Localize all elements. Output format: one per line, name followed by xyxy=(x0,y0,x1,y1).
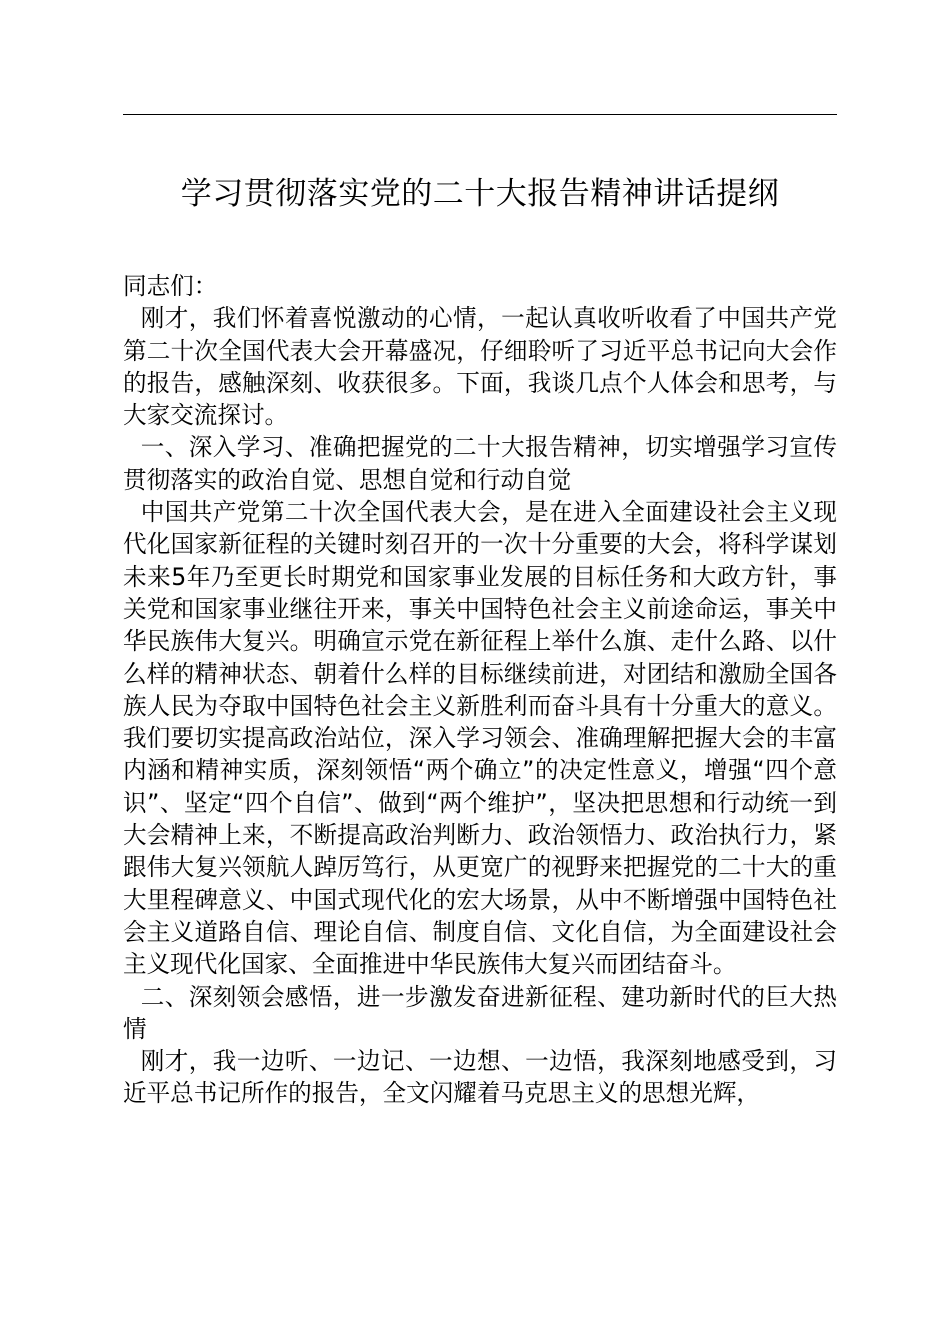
section-heading-1: 一、深入学习、准确把握党的二十大报告精神，切实增强学习宣传贯彻落实的政治自觉、思想自觉和行动自觉 xyxy=(123,433,837,494)
paragraph-section-1: 中国共产党第二十次全国代表大会，是在进入全面建设社会主义现代化国家新征程的关键时刻召开的一次十分重要的大会，将科学谋划未来5年乃至更长时期党和国家事业发展的目标任务和大政方针，事关党和国家事业继往开来，事关中国特色社会主义前途命运，事关中华民族伟大复兴。明确宣示党在新征程上举什么旗、走什么路、以什么样的精神状态、朝着什么样的目标继续前进，对团结和激励全国各族人民为夺取中国特色社会主义新胜利而奋斗具有十分重大的意义。我们要切实提高政治站位，深入学习领会、准确理解把握大会的丰富内涵和精神实质，深刻领悟“两个确立”的决定性意义，增强“四个意识”、坚定“四个自信”、做到“两个维护”，坚决把思想和行动统一到大会精神上来，不断提高政治判断力、政治领悟力、政治执行力，紧跟伟大复兴领航人踔厉笃行，从更宽广的视野来把握党的二十大的重大里程碑意义、中国式现代化的宏大场景，从中不断增强中国特色社会主义道路自信、理论自信、制度自信、文化自信，为全面建设社会主义现代化国家、全面推进中华民族伟大复兴而团结奋斗。 xyxy=(123,498,837,979)
paragraph-section-2: 刚才，我一边听、一边记、一边想、一边悟，我深刻地感受到，习近平总书记所作的报告，全文闪耀着马克思主义的思想光辉， xyxy=(123,1047,837,1108)
document-body xyxy=(123,270,837,1110)
paragraph-intro: 刚才，我们怀着喜悦激动的心情，一起认真收听收看了中国共产党第二十次全国代表大会开幕盛况，仔细聆听了习近平总书记向大会作的报告，感触深刻、收获很多。下面，我谈几点个人体会和思考，与大家交流探讨。 xyxy=(123,304,837,430)
document-title: 学习贯彻落实党的二十大报告精神讲话提纲 xyxy=(180,176,780,212)
section-heading-2: 二、深刻领会感悟，进一步激发奋进新征程、建功新时代的巨大热情 xyxy=(123,982,837,1043)
header-rule xyxy=(123,114,837,115)
salutation: 同志们： xyxy=(123,272,218,300)
